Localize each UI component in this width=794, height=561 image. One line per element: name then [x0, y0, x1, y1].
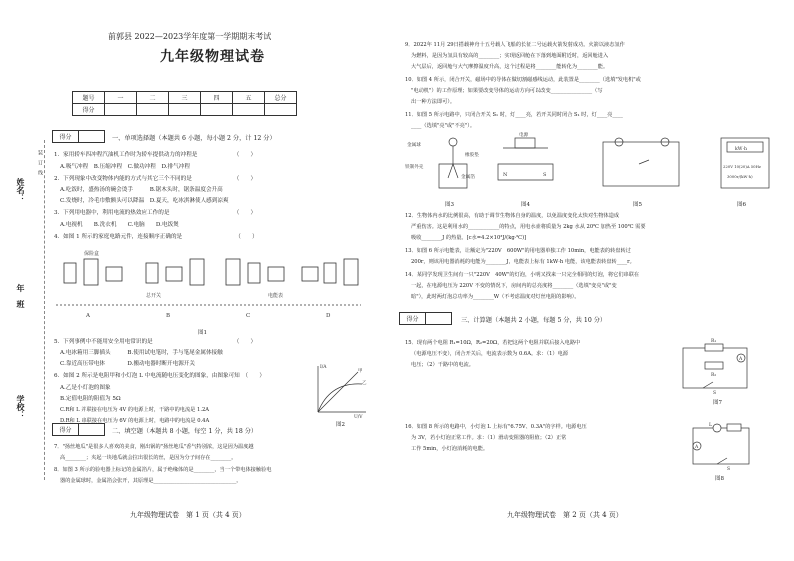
fig3-item-pad: 橡胶垫 [465, 153, 479, 158]
q6-stem: 6．如图 2 所示是电阻甲和小灯泡 L 中电流随电压变化的图象，由图象可知 （ ） [54, 373, 265, 379]
q16-line1: 16．如图 8 所示的电路中，小灯泡 L 上标有"6.75V、0.3A"的字样。电源电压 [405, 424, 587, 430]
q14-line3: 暗"），此时两灯泡总功率为________W（不考虑温度对灯丝电阻的影响）。 [411, 294, 580, 300]
svg-text:D: D [326, 313, 331, 319]
paper-title: 九年级物理试卷 [160, 49, 265, 65]
q11-line1: 11．如图 5 所示电路中，只闭合开关 S₁ 时，灯____亮，若开关同时闭合 S₁ 时，灯____亮____ [405, 112, 623, 118]
fig3-item-shell: 铁制外壳 [405, 165, 424, 170]
section3-title: 三、计算题（本题共 2 小题，每题 5 分，共 10 分） [461, 317, 607, 324]
q15-line2: （电源电压不变），闭合开关后，电流表示数为 0.6A。求：（1）电源 [411, 351, 568, 357]
figure3-label: 图3 [445, 202, 454, 208]
q9-line3: 大气层后，返回舱与大气摩擦温度升高，这个过程是将________能转化为________能。 [411, 64, 609, 70]
section3-score-label: 得分 [400, 313, 426, 325]
section3-score-box [399, 312, 452, 325]
score-cell[interactable] [137, 104, 169, 116]
fig7-r2: R₂ [711, 373, 717, 378]
section3-score-cell[interactable] [426, 313, 452, 325]
q12-line3: 吸收________J 的热量。[c水=4.2×10³J/(kg·℃)] [411, 235, 527, 241]
score-head-4: 四 [201, 92, 233, 104]
q6-option-a: A.乙是小灯泡的图象 [60, 385, 111, 391]
fig3-item-ball: 金属球 [407, 143, 421, 148]
q6-option-d: D.R和 L 串联接在电压为 6V 的电源上时，电路中的电流是 0.4A [60, 418, 210, 424]
fig1-part-meter: 电能表 [268, 293, 284, 299]
figure7 [679, 339, 755, 396]
section1-title: 一、单项选择题（本题共 6 小题，每小题 2 分，计 12 分） [112, 135, 276, 142]
fig2-line-jia [318, 372, 358, 412]
score-cell[interactable] [265, 104, 297, 116]
section1-score-box [52, 130, 105, 143]
q13-line2: 200r，则该用电器消耗的电能为________J，电能表上标有 1kW·h 电能，该电能表转盘转____r。 [411, 259, 635, 265]
q16-line3: 工作 5min，小灯泡消耗的电能。 [411, 446, 489, 452]
section2-title: 二、填空题（本题共 8 小题，每空 1 分，共 18 分） [112, 428, 258, 435]
figures-row [403, 134, 783, 198]
score-table [72, 91, 297, 116]
q10-line1: 10．如图 4 所示，闭合开关，磁场中的导体在做切割磁感线运动，此装置是________（选填"发电机"或 [405, 77, 641, 83]
score-head-0: 题号 [73, 92, 105, 104]
fig2-series-jia: 甲 [358, 369, 363, 374]
footer-left: 九年级物理试卷 第 1 页（共 4 页） [130, 511, 246, 519]
fig2-xlabel: U/V [354, 415, 363, 420]
fig4-pole-s: S [543, 172, 547, 178]
school-label: 学校： [16, 395, 26, 419]
score-cell[interactable] [105, 104, 137, 116]
q5-options-cd: C.靠近高压带电体 D.搬动电器时断开电源开关 [60, 361, 195, 367]
q13-line1: 13．如图 6 所示电能表，让额定为"220V 600W"的用电器单独工作 10min，电能表的转盘转过 [405, 248, 631, 254]
fig7-r1: R₁ [711, 339, 717, 344]
fig8-lamp: L [709, 423, 712, 428]
section2-score-box [52, 423, 105, 436]
meter-unit: kW·h [735, 147, 747, 152]
name-label: 姓名： [16, 178, 26, 202]
figure7-label: 图7 [713, 400, 722, 406]
q3-stem: 3．下列用电器中，利用电流的热效应工作的是 （ ） [54, 210, 257, 216]
svg-text:A: A [86, 313, 90, 319]
q14-line2: 一起，在电源电压为 220V 不变的情况下，房间内的总亮度将________（选填"变亮"或"变 [411, 283, 617, 289]
q2-options-cd: C.发烧时，冷毛巾敷额头可以降温 D.夏天，吃冰淇淋使人感到凉爽 [60, 198, 229, 204]
figure6-label: 图6 [737, 202, 746, 208]
q4-stem: 4．如图 1 所示的家庭电路元件，连接顺序正确的是 （ ） [54, 234, 258, 240]
figure8-label: 图8 [715, 476, 724, 482]
fig2-ylabel: I/A [320, 365, 327, 370]
q7-line1: 7．"扬丝地瓜"是很多人喜欢的美食，刚出锅的"扬丝地瓜"香气特别浓，这是因为温度越 [54, 444, 254, 450]
q15-line3: 电压；（2）干路中的电流。 [411, 362, 474, 368]
section2-score-label: 得分 [53, 424, 79, 436]
score-row-label: 得分 [73, 104, 105, 116]
figure5-label: 图5 [633, 202, 642, 208]
fig1-part-switch: 总开关 [146, 293, 162, 299]
svg-text:C: C [246, 313, 251, 319]
meter-spec: 220V 10(20)A 50Hz [723, 164, 761, 169]
q2-stem: 2．下列现象中改变物体内能的方式与其它三个不同的是 （ ） [54, 176, 257, 182]
q12-line1: 12．生物体内水的比例很高，有助于调节生物体自身的温度，以免温度变化太快对生物体造成 [405, 213, 620, 219]
figure1-label: 图1 [198, 330, 207, 336]
fig7-ammeter: A [739, 357, 743, 362]
class-label: 年 班 [16, 284, 26, 308]
right-page [397, 0, 794, 561]
q5-options-ab: A.电冰箱用三脚插头 B.使用试电笔时，手与笔尾金属体接触 [60, 350, 223, 356]
q6-option-b: B.定值电阻的阻值为 5Ω [60, 396, 121, 402]
section1-score-cell[interactable] [79, 131, 105, 143]
section2-score-cell[interactable] [79, 424, 105, 436]
q6-option-c: C.R和 L 并联接在电压为 4V 的电源上时，干路中的电流是 1.2A [60, 407, 210, 413]
fig1-part-fuse: 保险盒 [84, 251, 100, 257]
q15-line1: 15．现有两个电阻 R₁=10Ω，R₂=20Ω，若把这两个电阻并联后接入电路中 [405, 340, 581, 346]
score-cell[interactable] [169, 104, 201, 116]
q12-line2: 严重伤害。这是利用水的____________的特点，用电水壶将质量为 2kg 水从 20℃ 加热至 100℃ 需要 [411, 224, 646, 230]
q8-line2: 器的金属球时，金属箔会张开，其原理是________________________________。 [60, 478, 242, 484]
figure1 [56, 245, 366, 325]
fig2-curve-yi [318, 384, 362, 412]
svg-text:B: B [166, 313, 171, 319]
fig4-pole-n: N [503, 172, 508, 178]
q10-line3: 出一种方法即可）。 [411, 99, 456, 105]
score-cell[interactable] [201, 104, 233, 116]
figure4-label: 图4 [521, 202, 530, 208]
q8-line1: 8．如图 3 所示的验电器上标记的金属箔片，属于绝缘体的是________，当一个带电体接触验电 [54, 467, 272, 473]
figure8 [687, 420, 757, 472]
score-head-6: 总分 [265, 92, 297, 104]
q3-options: A.电视机 B.洗衣机 C.电脑 D.电饭煲 [60, 222, 179, 228]
seal-line-label: 装 订 线 [37, 150, 43, 175]
q10-line2: "电动机"）的工作原理；如果要改变导体的运动方向可以改变________________（写 [411, 88, 603, 94]
fig7-switch: S [713, 391, 717, 396]
section1-score-label: 得分 [53, 131, 79, 143]
fig3-item-foil: 金属箔 [461, 175, 475, 180]
q16-line2: 为 3V，若小灯泡正常工作。求：（1）滑动变阻器的阻值；（2）正常 [411, 435, 567, 441]
q7-line2: 高________；夹起一块地瓜就会拉出很长的丝，是因为分子间存在________。 [60, 455, 237, 461]
score-cell[interactable] [233, 104, 265, 116]
q1-stem: 1．家用轿车四冲程汽油机工作时为轿车提供动力的冲程是 （ ） [54, 152, 257, 158]
fig8-switch: S [727, 467, 731, 472]
q9-line2: 为燃料，是因为氢具有较高的________；实现返回舱在下落到地面附近时，返回舱进入 [411, 53, 609, 59]
q9-line1: 9．2022年 11月 29日搭载神舟十五号载人飞船的长征二号运载火箭发射成功。火箭以液态氢作 [405, 42, 625, 48]
q2-options-ab: A.吃饭时，盛热汤的碗会烫手 B.锯木头时，锯条温度会升高 [60, 187, 223, 193]
q1-options: A.吸气冲程 B.压缩冲程 C.做功冲程 D.排气冲程 [60, 164, 190, 170]
q11-line2: ____（选填"亮"或"不亮"）。 [411, 123, 476, 129]
footer-right: 九年级物理试卷 第 2 页（共 4 页） [507, 511, 623, 519]
exam-title: 前郭县 2022—2023学年度第一学期期末考试 [108, 32, 272, 41]
q14-line1: 14．某同学发现卫生间有一只"220V 40W"的灯泡，小明又找来一只完全相同的灯泡，将它们串联在 [405, 272, 640, 278]
fig4-power: 电源 [519, 133, 529, 138]
fig8-ammeter: A [695, 445, 699, 450]
figure2 [310, 362, 370, 418]
score-head-1: 一 [105, 92, 137, 104]
fig2-series-yi: 乙 [362, 381, 367, 386]
binding-line [44, 140, 45, 480]
score-head-3: 三 [169, 92, 201, 104]
q5-stem: 5．下列事例中不能用安全用电常识的是 （ ） [54, 339, 257, 345]
figure2-label: 图2 [336, 422, 345, 428]
score-head-2: 二 [137, 92, 169, 104]
score-head-5: 五 [233, 92, 265, 104]
meter-rev: 3000r/(kW·h) [727, 174, 753, 179]
